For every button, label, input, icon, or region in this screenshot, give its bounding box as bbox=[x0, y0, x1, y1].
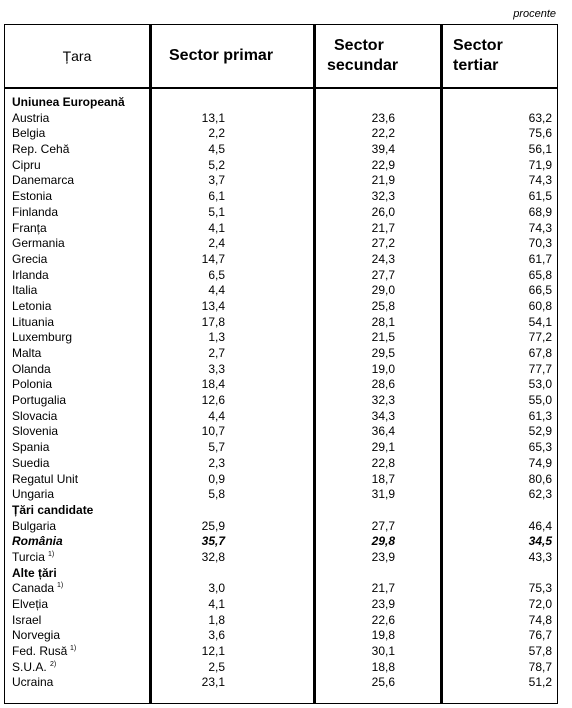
tertiary-sector-value: 77,2 bbox=[528, 330, 552, 345]
primary-sector-value: 32,8 bbox=[201, 549, 225, 564]
tertiary-sector-value: 43,3 bbox=[528, 549, 552, 564]
secondary-sector-value: 34,3 bbox=[371, 408, 395, 423]
table-row bbox=[5, 299, 557, 315]
tertiary-sector-value: 75,3 bbox=[528, 581, 552, 596]
tertiary-sector-value: 74,3 bbox=[528, 173, 552, 188]
secondary-sector-value: 22,6 bbox=[371, 612, 395, 627]
header-tertiary-line1: Sector bbox=[453, 37, 503, 54]
tertiary-sector-value: 78,7 bbox=[528, 659, 552, 674]
primary-sector-value: 2,4 bbox=[208, 236, 225, 251]
data-table bbox=[4, 24, 558, 704]
secondary-sector-value: 21,7 bbox=[371, 220, 395, 235]
secondary-sector-value: 19,8 bbox=[371, 628, 395, 643]
tertiary-sector-value: 61,7 bbox=[528, 251, 552, 266]
table-row bbox=[5, 424, 557, 440]
table-row bbox=[5, 409, 557, 425]
header-secondary-line1: Sector bbox=[334, 37, 384, 54]
tertiary-sector-value: 53,0 bbox=[528, 377, 552, 392]
secondary-sector-value: 23,6 bbox=[371, 110, 395, 125]
country-name: Letonia bbox=[12, 298, 52, 313]
table-row bbox=[5, 283, 557, 299]
table-row bbox=[5, 472, 557, 488]
country-name: Bulgaria bbox=[12, 518, 57, 533]
group-label: Uniunea Europeană bbox=[12, 95, 125, 109]
table-row bbox=[5, 519, 557, 535]
group-header-row bbox=[5, 503, 557, 519]
tertiary-sector-value: 34,5 bbox=[528, 534, 552, 549]
primary-sector-value: 3,3 bbox=[208, 361, 225, 376]
tertiary-sector-value: 54,1 bbox=[528, 314, 552, 329]
primary-sector-value: 4,4 bbox=[208, 283, 225, 298]
country-name: Lituania bbox=[12, 314, 55, 329]
table-row bbox=[5, 236, 557, 252]
country-name: Estonia bbox=[12, 189, 53, 204]
table-row bbox=[5, 252, 557, 268]
header-tertiary bbox=[453, 25, 553, 87]
table-row bbox=[5, 173, 557, 189]
table-row bbox=[5, 189, 557, 205]
primary-sector-value: 12,1 bbox=[201, 644, 225, 659]
country-name: S.U.A. bbox=[12, 659, 47, 674]
primary-sector-value: 4,1 bbox=[208, 220, 225, 235]
country-name: Fed. Rusă bbox=[12, 644, 68, 659]
country-name: Spania bbox=[12, 440, 50, 455]
group-label: Țări candidate bbox=[12, 502, 94, 517]
table-row bbox=[5, 126, 557, 142]
country-name: Olanda bbox=[12, 361, 51, 376]
tertiary-sector-value: 56,1 bbox=[528, 142, 552, 157]
country-name: Portugalia bbox=[12, 393, 67, 408]
secondary-sector-value: 19,0 bbox=[371, 361, 395, 376]
table-row bbox=[5, 221, 557, 237]
country-name: Rep. Cehă bbox=[12, 142, 70, 157]
country-name: Grecia bbox=[12, 251, 48, 266]
header-primary-label: Sector primar bbox=[169, 47, 274, 64]
tertiary-sector-value: 46,4 bbox=[528, 518, 552, 533]
header-tertiary-line2: tertiar bbox=[453, 57, 499, 74]
country-name: Elveția bbox=[12, 597, 49, 611]
table-row bbox=[5, 142, 557, 158]
tertiary-sector-value: 65,8 bbox=[528, 267, 552, 282]
primary-sector-value: 3,0 bbox=[208, 581, 225, 596]
primary-sector-value: 5,8 bbox=[208, 487, 225, 502]
table-row bbox=[5, 628, 557, 644]
secondary-sector-value: 39,4 bbox=[371, 142, 395, 157]
secondary-sector-value: 18,8 bbox=[371, 659, 395, 674]
header-divider bbox=[5, 87, 557, 89]
footnote-marker: 1) bbox=[70, 645, 77, 653]
table-row bbox=[5, 362, 557, 378]
footnote-marker: 1) bbox=[57, 582, 64, 590]
table-row bbox=[5, 675, 557, 691]
header-country-label: Țara bbox=[62, 48, 92, 64]
country-name: Canada bbox=[12, 581, 55, 596]
table-row bbox=[5, 268, 557, 284]
country-name: Malta bbox=[12, 346, 42, 360]
header-secondary bbox=[327, 25, 437, 87]
secondary-sector-value: 21,7 bbox=[371, 581, 395, 596]
country-name: Luxemburg bbox=[12, 330, 73, 345]
country-name: Franța bbox=[12, 220, 47, 235]
country-name: Suedia bbox=[12, 455, 50, 470]
secondary-sector-value: 29,1 bbox=[371, 440, 395, 455]
table-row bbox=[5, 158, 557, 174]
primary-sector-value: 5,2 bbox=[208, 157, 225, 172]
primary-sector-value: 2,2 bbox=[208, 126, 225, 141]
primary-sector-value: 25,9 bbox=[201, 518, 225, 533]
primary-sector-value: 6,5 bbox=[208, 267, 225, 282]
secondary-sector-value: 24,3 bbox=[371, 251, 395, 266]
table-row bbox=[5, 346, 557, 362]
secondary-sector-value: 27,7 bbox=[371, 518, 395, 533]
secondary-sector-value: 22,2 bbox=[371, 126, 395, 141]
tertiary-sector-value: 74,8 bbox=[528, 612, 552, 627]
secondary-sector-value: 29,5 bbox=[371, 346, 395, 360]
unit-label: procente bbox=[513, 8, 556, 20]
tertiary-sector-value: 52,9 bbox=[528, 424, 552, 439]
tertiary-sector-value: 57,8 bbox=[528, 644, 552, 659]
tertiary-sector-value: 60,8 bbox=[528, 298, 552, 313]
country-name: Belgia bbox=[12, 126, 46, 141]
table-row bbox=[5, 440, 557, 456]
primary-sector-value: 17,8 bbox=[201, 314, 225, 329]
group-header-row bbox=[5, 566, 557, 582]
secondary-sector-value: 21,5 bbox=[371, 330, 395, 345]
table-row bbox=[5, 550, 557, 566]
tertiary-sector-value: 55,0 bbox=[528, 393, 552, 408]
primary-sector-value: 2,5 bbox=[208, 659, 225, 674]
secondary-sector-value: 30,1 bbox=[371, 644, 395, 659]
secondary-sector-value: 21,9 bbox=[371, 173, 395, 188]
primary-sector-value: 3,6 bbox=[208, 628, 225, 643]
country-name: Polonia bbox=[12, 377, 53, 392]
table-row bbox=[5, 487, 557, 503]
country-name: Austria bbox=[12, 110, 50, 125]
secondary-sector-value: 29,0 bbox=[371, 283, 395, 298]
primary-sector-value: 2,7 bbox=[208, 346, 225, 360]
secondary-sector-value: 18,7 bbox=[371, 471, 395, 486]
secondary-sector-value: 36,4 bbox=[371, 424, 395, 439]
group-header-row bbox=[5, 95, 557, 111]
table-row bbox=[5, 660, 557, 676]
country-name: Ungaria bbox=[12, 487, 55, 502]
table-row bbox=[5, 111, 557, 127]
tertiary-sector-value: 76,7 bbox=[528, 628, 552, 643]
secondary-sector-value: 27,7 bbox=[371, 267, 395, 282]
primary-sector-value: 12,6 bbox=[201, 393, 225, 408]
primary-sector-value: 18,4 bbox=[201, 377, 225, 392]
table-row bbox=[5, 377, 557, 393]
secondary-sector-value: 22,9 bbox=[371, 157, 395, 172]
country-name: Israel bbox=[12, 612, 42, 627]
primary-sector-value: 13,1 bbox=[201, 110, 225, 125]
tertiary-sector-value: 68,9 bbox=[528, 204, 552, 219]
table-row bbox=[5, 205, 557, 221]
country-name: Cipru bbox=[12, 157, 41, 172]
primary-sector-value: 5,1 bbox=[208, 204, 225, 219]
primary-sector-value: 4,5 bbox=[208, 142, 225, 157]
table-row bbox=[5, 315, 557, 331]
table-row bbox=[5, 613, 557, 629]
secondary-sector-value: 27,2 bbox=[371, 236, 395, 251]
primary-sector-value: 1,8 bbox=[208, 612, 225, 627]
tertiary-sector-value: 51,2 bbox=[528, 675, 552, 690]
header-primary bbox=[169, 25, 309, 87]
table-row bbox=[5, 330, 557, 346]
tertiary-sector-value: 61,3 bbox=[528, 408, 552, 423]
country-name: Slovenia bbox=[12, 424, 59, 439]
secondary-sector-value: 32,3 bbox=[371, 393, 395, 408]
country-name: România bbox=[12, 534, 63, 549]
secondary-sector-value: 28,1 bbox=[371, 314, 395, 329]
tertiary-sector-value: 74,9 bbox=[528, 455, 552, 470]
country-name: Danemarca bbox=[12, 173, 75, 188]
table-row bbox=[5, 581, 557, 597]
country-name: Finlanda bbox=[12, 204, 59, 219]
primary-sector-value: 35,7 bbox=[201, 534, 225, 549]
primary-sector-value: 13,4 bbox=[201, 298, 225, 313]
primary-sector-value: 3,7 bbox=[208, 173, 225, 188]
group-label: Alte țări bbox=[12, 565, 57, 580]
table-row bbox=[5, 534, 557, 550]
primary-sector-value: 23,1 bbox=[201, 675, 225, 690]
country-name: Irlanda bbox=[12, 267, 49, 282]
table-row bbox=[5, 644, 557, 660]
primary-sector-value: 4,1 bbox=[208, 597, 225, 611]
primary-sector-value: 14,7 bbox=[201, 251, 225, 266]
tertiary-sector-value: 75,6 bbox=[528, 126, 552, 141]
footnote-marker: 2) bbox=[50, 660, 57, 668]
header-country bbox=[5, 25, 149, 87]
tertiary-sector-value: 70,3 bbox=[528, 236, 552, 251]
secondary-sector-value: 29,8 bbox=[371, 534, 395, 549]
country-name: Italia bbox=[12, 283, 38, 298]
table-body bbox=[5, 95, 557, 691]
tertiary-sector-value: 80,6 bbox=[528, 471, 552, 486]
tertiary-sector-value: 71,9 bbox=[528, 157, 552, 172]
secondary-sector-value: 22,8 bbox=[371, 455, 395, 470]
primary-sector-value: 0,9 bbox=[208, 471, 225, 486]
country-name: Turcia bbox=[12, 549, 45, 564]
country-name: Germania bbox=[12, 236, 65, 251]
primary-sector-value: 4,4 bbox=[208, 408, 225, 423]
tertiary-sector-value: 74,3 bbox=[528, 220, 552, 235]
tertiary-sector-value: 61,5 bbox=[528, 189, 552, 204]
tertiary-sector-value: 67,8 bbox=[528, 346, 552, 360]
tertiary-sector-value: 65,3 bbox=[528, 440, 552, 455]
country-name: Slovacia bbox=[12, 408, 58, 423]
table-row bbox=[5, 393, 557, 409]
secondary-sector-value: 28,6 bbox=[371, 377, 395, 392]
table-row bbox=[5, 456, 557, 472]
tertiary-sector-value: 72,0 bbox=[528, 597, 552, 611]
tertiary-sector-value: 62,3 bbox=[528, 487, 552, 502]
secondary-sector-value: 26,0 bbox=[371, 204, 395, 219]
tertiary-sector-value: 63,2 bbox=[528, 110, 552, 125]
footnote-marker: 1) bbox=[48, 550, 55, 558]
header-secondary-line2: secundar bbox=[327, 57, 399, 74]
primary-sector-value: 10,7 bbox=[201, 424, 225, 439]
secondary-sector-value: 23,9 bbox=[371, 597, 395, 611]
tertiary-sector-value: 77,7 bbox=[528, 361, 552, 376]
secondary-sector-value: 23,9 bbox=[371, 549, 395, 564]
primary-sector-value: 2,3 bbox=[208, 455, 225, 470]
country-name: Regatul Unit bbox=[12, 471, 79, 486]
primary-sector-value: 5,7 bbox=[208, 440, 225, 455]
secondary-sector-value: 32,3 bbox=[371, 189, 395, 204]
secondary-sector-value: 25,8 bbox=[371, 298, 395, 313]
secondary-sector-value: 31,9 bbox=[371, 487, 395, 502]
secondary-sector-value: 25,6 bbox=[371, 675, 395, 690]
tertiary-sector-value: 66,5 bbox=[528, 283, 552, 298]
primary-sector-value: 6,1 bbox=[208, 189, 225, 204]
table-row bbox=[5, 597, 557, 613]
primary-sector-value: 1,3 bbox=[208, 330, 225, 345]
country-name: Norvegia bbox=[12, 628, 61, 643]
country-name: Ucraina bbox=[12, 675, 54, 690]
